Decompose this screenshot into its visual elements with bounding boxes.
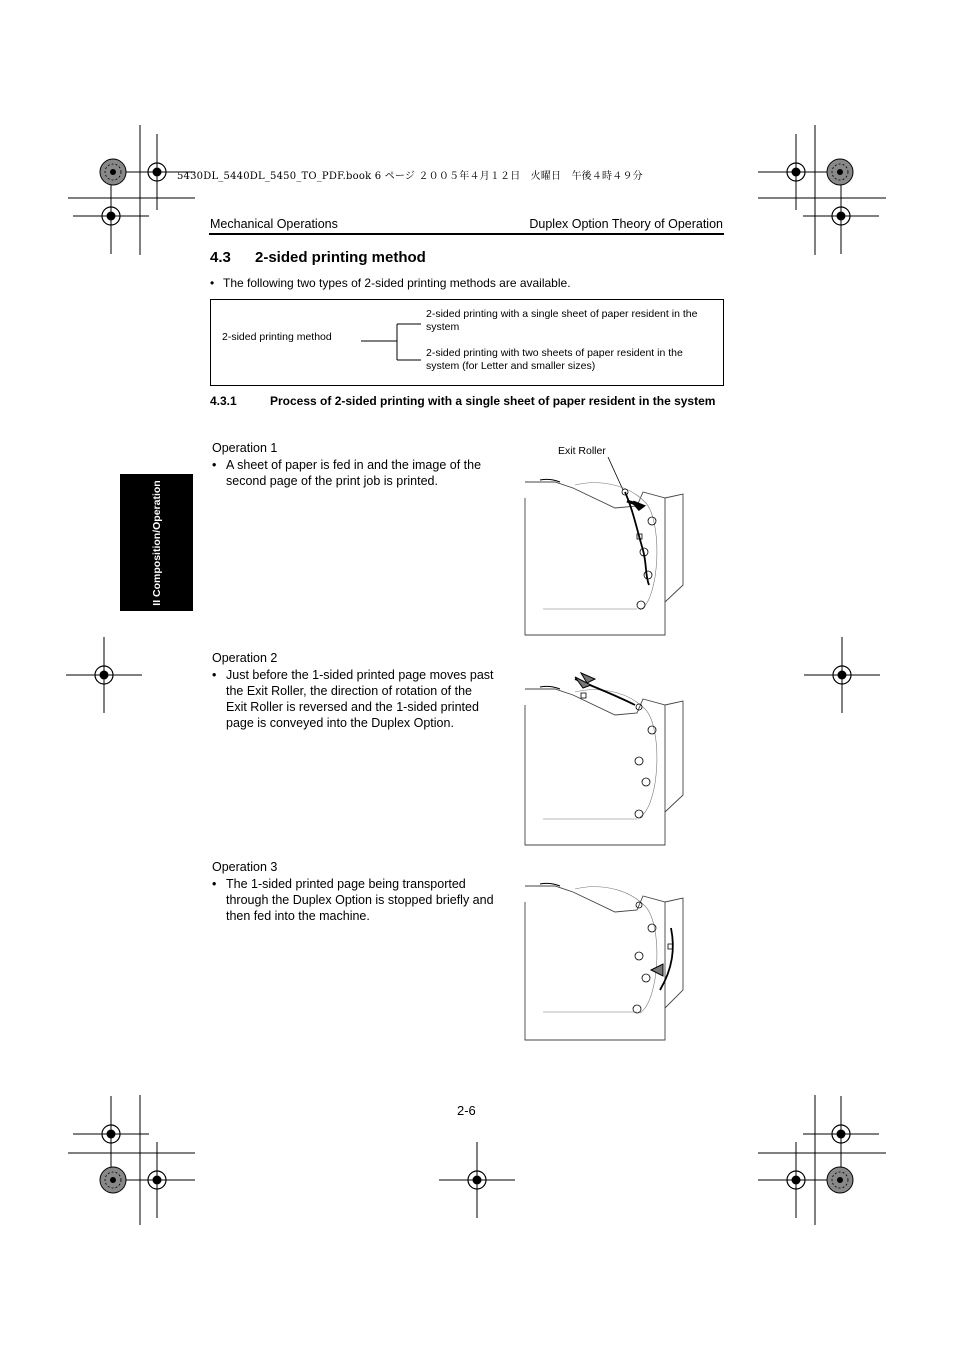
section-title: 2-sided printing method — [255, 249, 426, 266]
registration-mark-icon — [803, 178, 879, 254]
bullet-icon: • — [212, 668, 217, 682]
operation-2-diagram — [515, 665, 695, 850]
page-number: 2-6 — [457, 1103, 476, 1118]
bullet-icon: • — [210, 276, 215, 290]
bullet-icon: • — [212, 877, 217, 891]
methods-root-label: 2-sided printing method — [222, 331, 332, 343]
operation-2-title: Operation 2 — [212, 651, 278, 665]
operation-2-text — [212, 667, 496, 731]
color-target-icon — [100, 159, 126, 185]
operation-1-body: A sheet of paper is fed in and the image of the second page of the print job is printed. — [226, 458, 482, 488]
operation-2-body: Just before the 1-sided printed page moves past the Exit Roller, the direction of rotation of the Exit Roller is reversed and the 1-sided printed page is conveyed into the Duplex Option. — [226, 668, 494, 730]
header-right: Duplex Option Theory of Operation — [529, 217, 723, 231]
intro-paragraph — [210, 276, 571, 290]
operation-3-diagram — [515, 878, 695, 1048]
side-tab — [120, 474, 193, 611]
print-slug: 5430DL_5440DL_5450_TO_PDF.book 6 ページ ２００５年４月１２日 火曜日 午後４時４９分 — [177, 171, 643, 182]
section-heading — [210, 249, 426, 266]
operation-3-body: The 1-sided printed page being transported through the Duplex Option is stopped briefly and then fed into the machine. — [226, 877, 494, 923]
subsection-number: 4.3.1 — [210, 394, 237, 408]
header-left: Mechanical Operations — [210, 217, 338, 231]
method-item-single: 2-sided printing with a single sheet of paper resident in the system — [426, 308, 698, 333]
methods-box — [210, 299, 724, 386]
methods-bracket — [361, 320, 431, 365]
registration-mark-icon — [758, 134, 834, 210]
operation-1-diagram — [515, 440, 695, 645]
registration-mark-icon — [804, 637, 880, 713]
side-tab-label: II Composition/Operation — [150, 479, 163, 606]
bullet-icon: • — [212, 458, 217, 472]
color-target-icon — [100, 1167, 126, 1193]
section-number: 4.3 — [210, 249, 231, 266]
subsection-title: Process of 2-sided printing with a single sheet of paper resident in the system — [270, 394, 716, 408]
color-target-icon — [827, 159, 853, 185]
header-rule — [209, 233, 724, 235]
operation-1-text — [212, 457, 496, 489]
exit-roller-label: Exit Roller — [558, 445, 606, 457]
registration-mark-icon — [66, 637, 142, 713]
method-item-two: 2-sided printing with two sheets of paper resident in the system (for Letter and smaller sizes) — [426, 347, 683, 372]
registration-mark-icon — [803, 1096, 879, 1172]
registration-mark-icon — [73, 178, 149, 254]
operation-3-text — [212, 876, 496, 924]
registration-mark-icon — [439, 1142, 515, 1218]
arrow-icon — [651, 964, 663, 976]
intro-text: The following two types of 2-sided printing methods are available. — [223, 276, 571, 290]
operation-1-title: Operation 1 — [212, 441, 278, 455]
operation-3-title: Operation 3 — [212, 860, 278, 874]
registration-mark-icon — [73, 1096, 149, 1172]
color-target-icon — [827, 1167, 853, 1193]
